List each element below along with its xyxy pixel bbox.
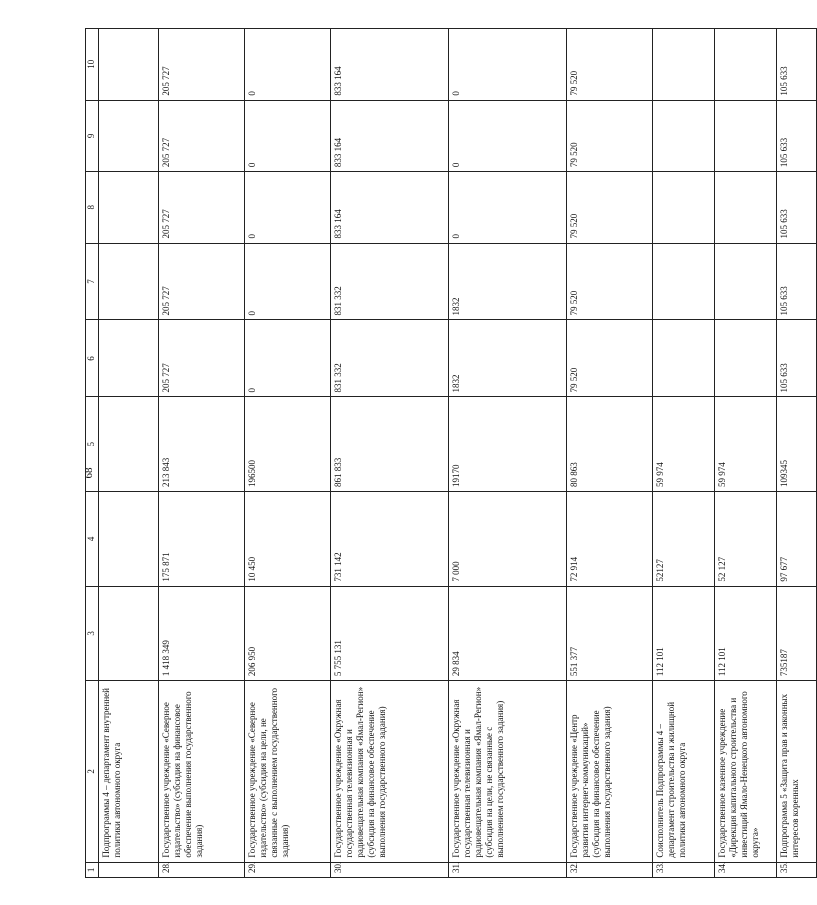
column-header: 3 <box>86 586 99 681</box>
value-cell: 0 <box>449 100 567 171</box>
value-cell: 0 <box>245 243 331 320</box>
value-cell <box>99 243 159 320</box>
value-cell: 79 520 <box>567 320 653 397</box>
value-cell: 112 101 <box>715 586 777 681</box>
value-cell <box>653 243 715 320</box>
budget-table <box>85 28 817 878</box>
column-header: 4 <box>86 492 99 587</box>
value-cell: 112 101 <box>653 586 715 681</box>
row-description-cell: Подпрограммы 4 – департамент внутренней политики автономного округа <box>99 681 159 862</box>
row-number-cell: 33. <box>653 862 715 877</box>
table-row <box>331 29 449 878</box>
value-cell <box>653 320 715 397</box>
value-cell: 72 914 <box>567 492 653 587</box>
value-cell: 831 332 <box>331 320 449 397</box>
row-number-cell <box>99 862 159 877</box>
row-description-cell: Подпрограмма 5 «Защита прав и законных интересов коренных <box>777 681 817 862</box>
value-cell: 105 633 <box>777 243 817 320</box>
value-cell: 175 871 <box>159 492 245 587</box>
column-header: 10 <box>86 29 99 101</box>
row-description-cell: Государственное учреждение «Окружная государственная телевизионная и радиовещательная компания «Ямал-Регион» (субсидия на финансовое обеспечение выполнения государственного задания) <box>331 681 449 862</box>
value-cell: 59 974 <box>715 397 777 492</box>
value-cell: 1832 <box>449 320 567 397</box>
row-description-cell: Государственное учреждение «Центр развития интернет-коммуникаций» (субсидия на финансовое обеспечение выполнения государственного задания) <box>567 681 653 862</box>
row-number-cell: 32. <box>567 862 653 877</box>
table-row <box>245 29 331 878</box>
value-cell: 97 677 <box>777 492 817 587</box>
value-cell <box>99 492 159 587</box>
value-cell: 205 727 <box>159 29 245 101</box>
table-row <box>449 29 567 878</box>
value-cell <box>99 172 159 243</box>
value-cell: 196500 <box>245 397 331 492</box>
rotated-page-content <box>85 28 800 878</box>
value-cell: 79 520 <box>567 100 653 171</box>
row-description-cell: Государственное учреждение «Северное издательство» (субсидия на цели, не связанные с выполнением государственного задания) <box>245 681 331 862</box>
value-cell <box>715 320 777 397</box>
column-header: 8 <box>86 172 99 243</box>
row-number-cell: 35. <box>777 862 817 877</box>
value-cell <box>99 586 159 681</box>
value-cell <box>99 320 159 397</box>
value-cell: 10 450 <box>245 492 331 587</box>
table-row <box>715 29 777 878</box>
row-number-cell: 28. <box>159 862 245 877</box>
table-row <box>99 29 159 878</box>
value-cell <box>653 172 715 243</box>
value-cell: 205 727 <box>159 172 245 243</box>
value-cell: 205 727 <box>159 100 245 171</box>
column-header: 7 <box>86 243 99 320</box>
table-row <box>567 29 653 878</box>
value-cell <box>715 243 777 320</box>
value-cell: 205 727 <box>159 320 245 397</box>
value-cell <box>99 29 159 101</box>
row-number-cell: 29. <box>245 862 331 877</box>
table-row <box>653 29 715 878</box>
value-cell: 105 633 <box>777 320 817 397</box>
column-number-row <box>86 29 99 878</box>
table-row <box>159 29 245 878</box>
row-description-cell: Государственное учреждение «Северное издательство» (субсидия на финансовое обеспечение выполнения государственного задания) <box>159 681 245 862</box>
row-number-cell: 31. <box>449 862 567 877</box>
value-cell: 0 <box>245 172 331 243</box>
value-cell: 1832 <box>449 243 567 320</box>
value-cell: 0 <box>245 29 331 101</box>
value-cell: 833 164 <box>331 172 449 243</box>
value-cell: 833 164 <box>331 29 449 101</box>
value-cell: 205 727 <box>159 243 245 320</box>
value-cell: 80 863 <box>567 397 653 492</box>
value-cell <box>653 29 715 101</box>
row-description-cell: Государственное казенное учреждение «Дирекция капитального строительства и инвестиций Ямало-Ненецкого автономного округа» <box>715 681 777 862</box>
value-cell: 52 127 <box>715 492 777 587</box>
table-body <box>99 29 817 878</box>
value-cell: 79 520 <box>567 172 653 243</box>
value-cell: 7 000 <box>449 492 567 587</box>
table-row <box>777 29 817 878</box>
value-cell <box>653 100 715 171</box>
value-cell: 109345 <box>777 397 817 492</box>
value-cell: 105 633 <box>777 29 817 101</box>
value-cell: 861 833 <box>331 397 449 492</box>
value-cell: 0 <box>449 172 567 243</box>
value-cell: 105 633 <box>777 100 817 171</box>
value-cell: 213 843 <box>159 397 245 492</box>
column-header: 2 <box>86 681 99 862</box>
row-number-cell: 34. <box>715 862 777 877</box>
value-cell: 59 974 <box>653 397 715 492</box>
value-cell: 5 755 131 <box>331 586 449 681</box>
value-cell: 79 520 <box>567 29 653 101</box>
value-cell <box>99 397 159 492</box>
value-cell: 735187 <box>777 586 817 681</box>
value-cell: 19170 <box>449 397 567 492</box>
value-cell: 0 <box>245 100 331 171</box>
column-header: 9 <box>86 100 99 171</box>
column-header: 5 <box>86 397 99 492</box>
table-header <box>86 29 99 878</box>
value-cell: 0 <box>449 29 567 101</box>
value-cell: 29 834 <box>449 586 567 681</box>
row-description-cell: Соисполнитель Подпрограммы 4 – департамент строительства и жилищной политики автономного округа <box>653 681 715 862</box>
value-cell: 551 377 <box>567 586 653 681</box>
value-cell: 833 164 <box>331 100 449 171</box>
value-cell: 0 <box>245 320 331 397</box>
value-cell: 79 520 <box>567 243 653 320</box>
value-cell: 206 950 <box>245 586 331 681</box>
column-header: 1 <box>86 862 99 877</box>
row-number-cell: 30. <box>331 862 449 877</box>
value-cell: 831 332 <box>331 243 449 320</box>
row-description-cell: Государственное учреждение «Окружная государственная телевизионная и радиовещательная компания «Ямал-Регион» (субсидия на цели, не связанные с выполнением государственного задания) <box>449 681 567 862</box>
value-cell: 52127 <box>653 492 715 587</box>
value-cell <box>715 29 777 101</box>
value-cell: 1 418 349 <box>159 586 245 681</box>
value-cell: 731 142 <box>331 492 449 587</box>
column-header: 6 <box>86 320 99 397</box>
page-number: 68 <box>83 467 95 479</box>
value-cell <box>715 172 777 243</box>
value-cell <box>715 100 777 171</box>
value-cell: 105 633 <box>777 172 817 243</box>
value-cell <box>99 100 159 171</box>
